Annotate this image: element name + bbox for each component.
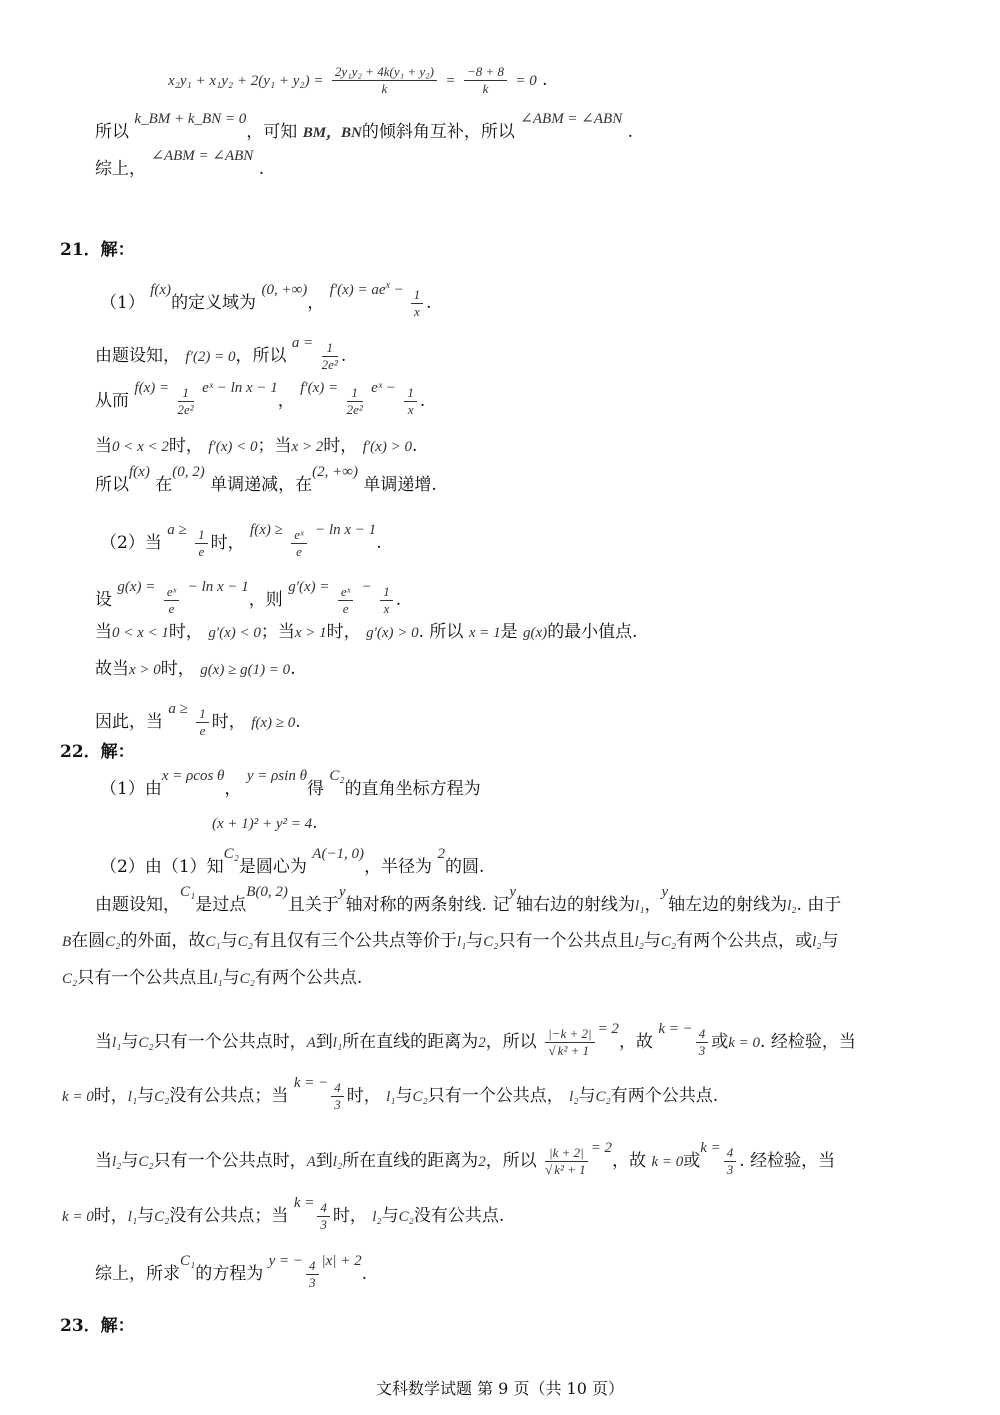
fraction: $\frac{|k + 2|}{\text{√ k² + 1}}$ xyxy=(545,1145,586,1177)
page-footer: 文科数学试题 第 9 页（共 10 页） xyxy=(376,1379,624,1398)
fraction: $\frac{1}{\text{2e²}}$ xyxy=(321,340,338,372)
text-line: （1）由x = ρcos θ， y = ρsin θ得 C₂的直角坐标方程为 xyxy=(100,768,481,799)
text-line: 综上，所求C₁的方程为 y = − $\frac{4}{3}$ |x| + 2. xyxy=(95,1253,367,1290)
fraction: $\frac{1}{e}$ xyxy=(195,527,208,560)
fraction: $\frac{4}{3}$ xyxy=(331,1080,344,1113)
fraction: $\frac{1}{\text{2e²}}$ xyxy=(346,385,363,417)
text-line: （1） f(x)的定义域为 (0, +∞)， $f'(x) = ae^x$ − $\frac{1}{x}$ . xyxy=(100,280,432,319)
text-line: 当0 < x < 2时， f′(x) < 0；当x > 2时， f′(x) > 0. xyxy=(95,436,418,456)
text-line: 所以 k_BM + k_BN = 0，可知 BM，BN的倾斜角互补，所以 ∠ABM = ∠ABN . xyxy=(95,111,634,142)
text-line: 所以f(x) 在(0, 2) 单调递减，在(2, +∞) 单调递增. xyxy=(95,464,437,495)
fraction: $\frac{4}{3}$ xyxy=(696,1026,709,1059)
fraction: $\frac{\text{eˣ}}{e}$ xyxy=(338,584,353,617)
text-line: 从而 f(x) = $\frac{1}{\text{2e²}}$ eˣ − ln x − 1， f′(x) = $\frac{1}{\text{2e²}}$ eˣ − $\frac{1}{x}$ . xyxy=(95,380,426,417)
text-line: 由题设知，C₁是过点B(0, 2)且关于y轴对称的两条射线. 记y轴右边的射线为l₁，y轴左边的射线为l₂. 由于 xyxy=(95,884,842,915)
fraction: $\frac{4}{3}$ xyxy=(317,1200,330,1233)
text-line: 综上， ∠ABM = ∠ABN . xyxy=(95,148,265,179)
question-21-heading: 21．解： xyxy=(60,240,135,260)
text-line: （2）当 a ≥ $\frac{1}{e}$ 时， f(x) ≥ $\frac{\text{eˣ}}{e}$ − ln x − 1. xyxy=(100,522,382,559)
text-line: （2）由（1）知C₂是圆心为 A(−1, 0)，半径为 2的圆. xyxy=(100,846,485,877)
text-line: 由题设知， f′(2) = 0，所以 a = $\frac{1}{\text{2e²}}$ . xyxy=(95,335,347,372)
text-line: 故当x > 0时， g(x) ≥ g(1) = 0. xyxy=(95,659,296,679)
fraction: $\frac{1}{\text{2e²}}$ xyxy=(177,385,194,417)
fraction: $\frac{1}{x}$ xyxy=(404,385,417,418)
text-line: k = 0时，l₁与C₂没有公共点；当 k = $\frac{4}{3}$ 时， l₂与C₂没有公共点. xyxy=(62,1195,505,1232)
text-line: 设 g(x) = $\frac{\text{eˣ}}{e}$ − ln x − 1，则 g′(x) = $\frac{\text{eˣ}}{e}$ − $\frac{1}{x}$ . xyxy=(95,579,402,616)
text-line: 当0 < x < 1时， g′(x) < 0；当x > 1时， g′(x) > 0. 所以 x = 1是 g(x)的最小值点. xyxy=(95,622,638,642)
fraction: $\frac{\text{eˣ}}{e}$ xyxy=(291,527,306,560)
text-line: B在圆C₂的外面，故C₁与C₂有且仅有三个公共点等价于l₁与C₂只有一个公共点且l₂与C₂有两个公共点，或l₂与 xyxy=(62,931,839,951)
text-line: k = 0时，l₁与C₂没有公共点；当 k = − $\frac{4}{3}$ 时， l₁与C₂只有一个公共点， l₂与C₂有两个公共点. xyxy=(62,1075,719,1112)
fraction: $\frac{-8 + 8}{k}$ xyxy=(464,64,507,97)
fraction: $\frac{\text{eˣ}}{e}$ xyxy=(164,584,179,617)
question-23-heading: 23．解： xyxy=(60,1316,135,1336)
fraction: $\frac{4}{3}$ xyxy=(724,1145,737,1178)
text-line: C₂只有一个公共点且l₁与C₂有两个公共点. xyxy=(62,968,363,988)
fraction: $\frac{\text{2y₁y₂ + 4k(y₁ + y₂)}}{k}$ xyxy=(332,64,437,97)
fraction: $\frac{4}{3}$ xyxy=(306,1258,319,1291)
fraction: $\frac{1}{x}$ xyxy=(380,584,393,617)
fraction: $\frac{1}{e}$ xyxy=(196,706,209,739)
text-line: 当l₂与C₂只有一个公共点时，A到l₂所在直线的距离为2，所以 $\frac{|k + 2|}{\text{√ k² + 1}}$ = 2，故 k = 0或k = $\frac{4}{3}$ . 经检验，当 xyxy=(95,1140,836,1177)
fraction: $\frac{1}{x}$ xyxy=(411,287,424,320)
text-line: 因此，当 a ≥ $\frac{1}{e}$ 时， f(x) ≥ 0. xyxy=(95,701,301,738)
text-line: 当l₁与C₂只有一个公共点时，A到l₁所在直线的距离为2，所以 $\frac{|-k + 2|}{\text{√ k² + 1}}$ = 2，故 k = − $\frac{4}{3}$ 或k = 0. 经检验，当 xyxy=(95,1021,856,1058)
fraction: $\frac{|-k + 2|}{\text{√ k² + 1}}$ xyxy=(545,1026,594,1059)
continued-equation: x₂y₁ + x₁y₂ + 2(y₁ + y₂) = $\frac{\text{2y₁y₂ + 4k(y₁ + y₂)}}{k}$ = $\frac{-8 + 8}{k}$ = 0 . xyxy=(168,64,548,96)
question-22-heading: 22．解： xyxy=(60,742,135,762)
text-line: (x + 1)² + y² = 4. xyxy=(212,813,318,833)
